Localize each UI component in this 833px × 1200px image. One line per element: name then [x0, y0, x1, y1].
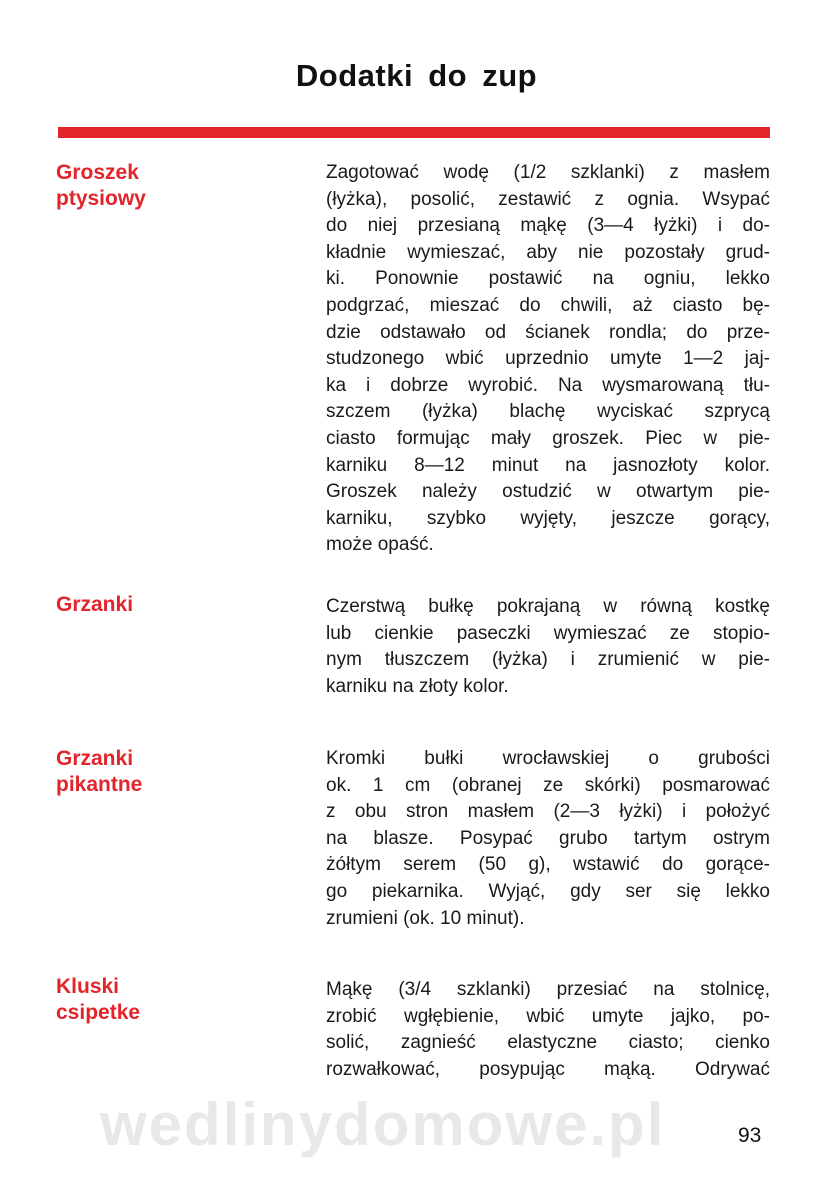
text-line: ki. Ponownie postawić na ogniu, lekko [326, 268, 770, 290]
text-line: podgrzać, mieszać do chwili, aż ciasto bę- [326, 294, 770, 316]
text-line: (łyżka), posolić, zestawić z ognia. Wsypać [326, 188, 770, 210]
page-title: Dodatki do zup [295, 58, 538, 93]
text-line: kładnie wymieszać, aby nie pozostały grud- [326, 241, 770, 263]
text-line: ok. 1 cm (obranej ze skórki) posmarować [326, 774, 770, 796]
text-line: Zagotować wodę (1/2 szklanki) z masłem [326, 162, 770, 183]
text-line: na blasze. Posypać grubo tartym ostrym [326, 827, 770, 849]
text-line: ka i dobrze wyrobić. Na wysmarowaną tłu- [326, 374, 770, 396]
text-line: karniku 8—12 minut na jasnozłoty kolor. [326, 454, 770, 476]
title-divider [58, 127, 770, 138]
text-line: nym tłuszczem (łyżka) i zrumienić w pie- [326, 649, 770, 671]
text-line: lub cienkie paseczki wymieszać ze stopio- [326, 622, 770, 644]
text-line: Czerstwą bułkę pokrajaną w równą kostkę [326, 596, 770, 617]
page-number: 93 [738, 1124, 762, 1147]
text-line: zrumieni (ok. 10 minut). [326, 907, 525, 929]
text-line: ciasto formując mały groszek. Piec w pie- [326, 427, 770, 449]
text-line: karniku, szybko wyjęty, jeszcze gorący, [326, 507, 770, 529]
text-line: go piekarnika. Wyjąć, gdy ser się lekko [326, 880, 770, 902]
recipe-name-line: Kluski [56, 975, 120, 998]
recipe-name-groszek-ptysiowy [56, 160, 256, 212]
recipe-text-grzanki [326, 594, 770, 700]
recipe-name-line: Grzanki [56, 593, 134, 616]
recipe-name-line: csipetke [56, 1001, 141, 1024]
recipe-text-kluski-csipetke [326, 977, 770, 1083]
recipe-name-kluski-csipetke [56, 974, 256, 1026]
text-line: do niej przesianą mąkę (3—4 łyżki) i do- [326, 215, 770, 237]
text-line: z obu stron masłem (2—3 łyżki) i położyć [326, 801, 770, 823]
recipe-name-line: ptysiowy [56, 187, 146, 210]
watermark: wedlinydomowe.pl [100, 1091, 666, 1158]
text-line: Kromki bułki wrocławskiej o grubości [326, 748, 770, 769]
text-line: zrobić wgłębienie, wbić umyte jajko, po- [326, 1005, 770, 1027]
text-line: szczem (łyżka) blachę wyciskać szprycą [326, 401, 770, 423]
text-line: karniku na złoty kolor. [326, 675, 509, 697]
text-line: żółtym serem (50 g), wstawić do gorące- [326, 854, 770, 876]
text-line: studzonego wbić uprzednio umyte 1—2 jaj- [326, 348, 770, 370]
recipe-name-grzanki-pikantne [56, 746, 256, 798]
recipe-name-line: Grzanki [56, 747, 134, 770]
recipe-text-groszek-ptysiowy [326, 160, 770, 559]
text-line: Mąkę (3/4 szklanki) przesiać na stolnicę, [326, 979, 770, 1000]
recipe-text-grzanki-pikantne [326, 746, 770, 932]
text-line: rozwałkować, posypując mąką. Odrywać [326, 1058, 770, 1080]
text-line: Groszek należy ostudzić w otwartym pie- [326, 481, 770, 503]
text-line: dzie odstawało od ścianek rondla; do prze- [326, 321, 770, 343]
recipe-name-grzanki [56, 592, 256, 618]
text-line: może opaść. [326, 534, 434, 556]
recipe-name-line: Groszek [56, 161, 139, 184]
text-line: solić, zagnieść elastyczne ciasto; cienko [326, 1032, 770, 1054]
recipe-name-line: pikantne [56, 773, 143, 796]
